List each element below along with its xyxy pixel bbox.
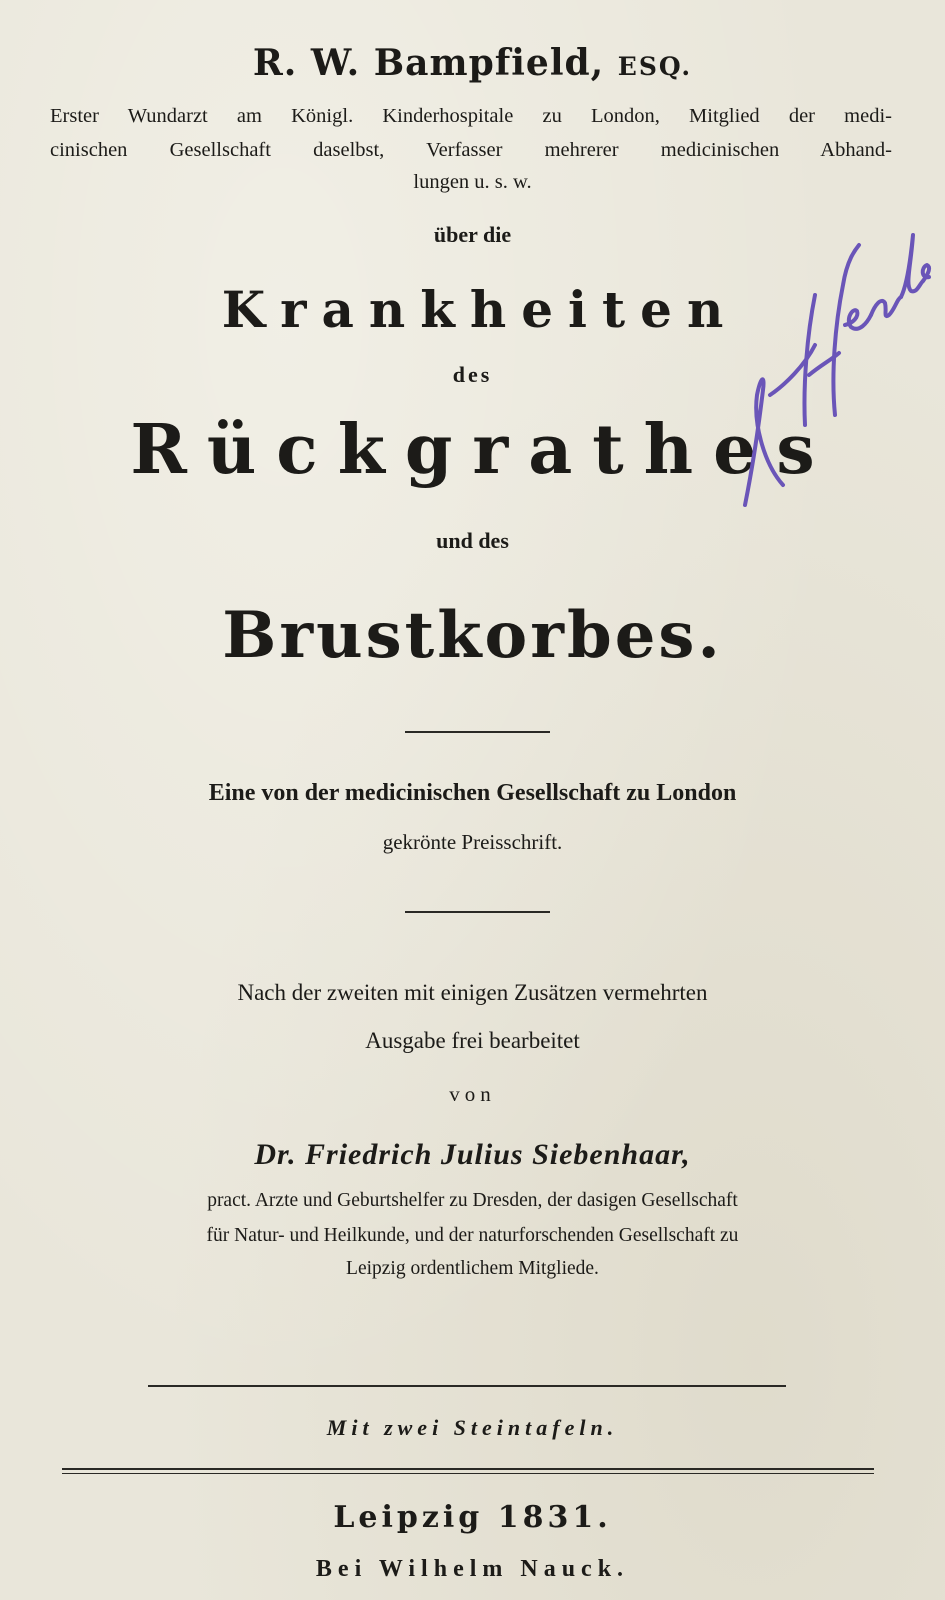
imprint-place-year: Leipzig 1831. — [333, 1500, 612, 1535]
edition-line-1: Nach der zweiten mit einigen Zusätzen vermehrten — [237, 980, 708, 1005]
title-conj-und-des: und des — [436, 528, 509, 553]
edition-line-3: von — [449, 1082, 496, 1106]
edition-line-2: Ausgabe frei bearbeitet — [365, 1028, 580, 1053]
prize-line-2: gekrönte Preisschrift. — [382, 830, 563, 854]
divider-3 — [148, 1385, 786, 1387]
prize-line-1: Eine von der medicinischen Gesellschaft zu London — [208, 780, 737, 806]
title-word-krankheiten: Krankheiten — [221, 280, 739, 339]
title-word-rueckgrathes: Rückgrathes — [130, 410, 835, 490]
editor-name: Dr. Friedrich Julius Siebenhaar, — [254, 1138, 691, 1171]
author-desc-line-1: Erster Wundarzt am Königl. Kinderhospitale zu London, Mitglied der medi- — [50, 105, 892, 127]
title-conj-des: des — [452, 362, 493, 387]
divider-1 — [405, 731, 550, 733]
title-pre: über die — [433, 222, 512, 247]
handwritten-signature — [735, 215, 935, 515]
plates-note: Mit zwei Steintafeln. — [326, 1415, 619, 1440]
author-name: R. W. Bampfield, — [252, 42, 605, 84]
author-suffix: ESQ. — [617, 52, 693, 81]
divider-double — [62, 1468, 874, 1474]
editor-desc-line-2: für Natur- und Heilkunde, und der naturforschenden Gesellschaft zu — [206, 1225, 739, 1246]
author-line — [0, 42, 945, 84]
imprint-publisher: Bei Wilhelm Nauck. — [315, 1556, 630, 1582]
author-desc-line-3: lungen u. s. w. — [413, 171, 532, 193]
editor-desc-line-3: Leipzig ordentlichem Mitgliede. — [346, 1258, 599, 1279]
title-word-brustkorbes: Brustkorbes. — [222, 598, 723, 673]
author-desc-line-2: cinischen Gesellschaft daselbst, Verfasser mehrerer medicinischen Abhand- — [50, 139, 892, 161]
divider-2 — [405, 911, 550, 913]
editor-desc-line-1: pract. Arzte und Geburtshelfer zu Dresden, der dasigen Gesellschaft — [207, 1190, 738, 1211]
